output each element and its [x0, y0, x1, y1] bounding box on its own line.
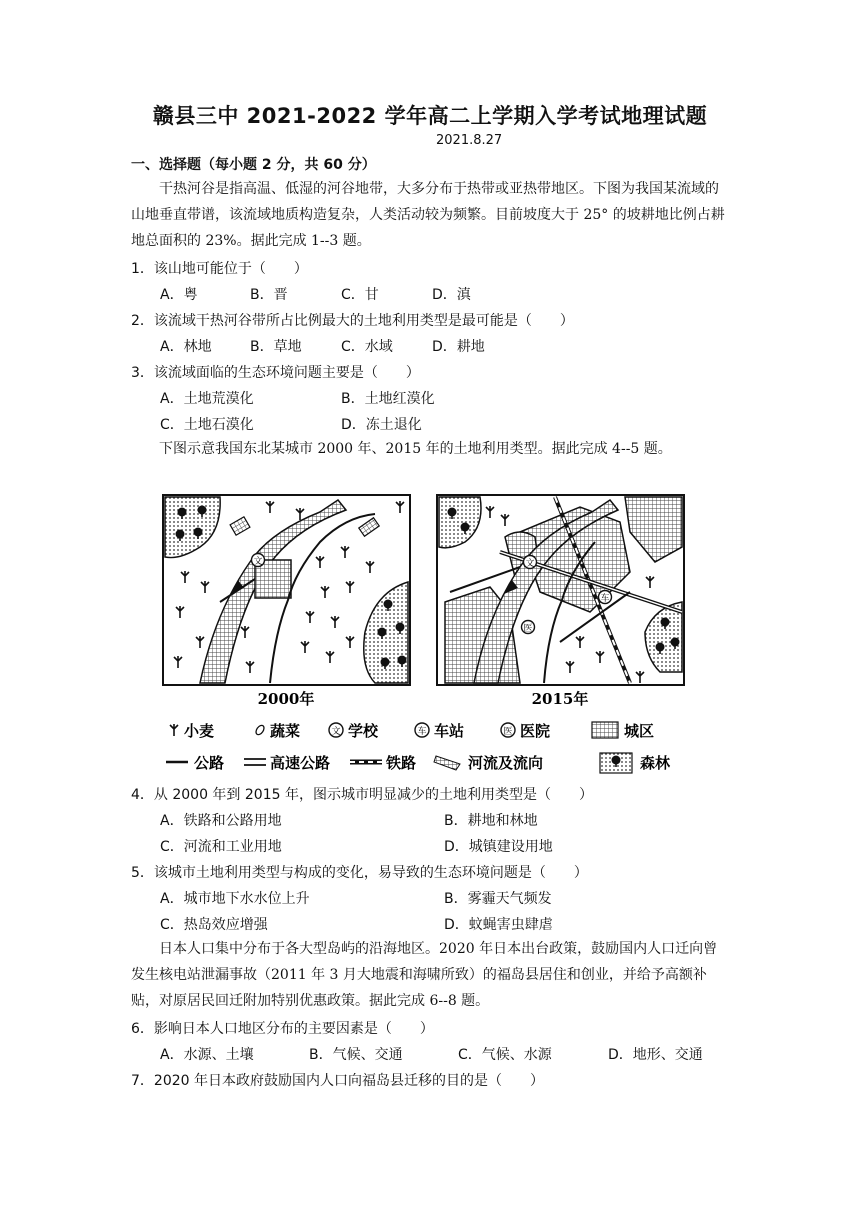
legend-road: 公路: [194, 754, 225, 772]
legend-railway: 铁路: [386, 754, 417, 772]
q5-option-c: C．热岛效应增强: [160, 917, 268, 933]
legend-station: 车站: [434, 722, 465, 740]
passage-2: 下图示意我国东北某城市 2000 年、2015 年的土地利用类型。据此完成 4--5 题。: [159, 441, 672, 457]
legend-station-icon: 车: [417, 727, 427, 737]
question-4-stem: 4．从 2000 年到 2015 年，图示城市明显减少的土地利用类型是（ ）: [131, 787, 593, 803]
legend-urban: 城区: [624, 722, 655, 740]
q3-option-d: D．冻土退化: [341, 417, 422, 433]
school-mark-2000: 文: [253, 557, 263, 567]
page-title: 赣县三中 2021-2022 学年高二上学期入学考试地理试题: [152, 104, 708, 128]
exam-date: 2021.8.27: [436, 133, 503, 148]
question-7-stem: 7．2020 年日本政府鼓励国内人口向福岛县迁移的目的是（ ）: [131, 1073, 544, 1089]
question-3-stem: 3．该流域面临的生态环境问题主要是（ ）: [131, 365, 420, 381]
legend-school: 学校: [348, 722, 379, 740]
question-1-stem: 1．该山地可能位于（ ）: [131, 261, 308, 277]
legend-hospital: 医院: [520, 722, 551, 740]
legend-vegetable: 蔬菜: [270, 722, 301, 740]
q6-option-d: D．地形、交通: [608, 1047, 703, 1063]
passage-1: 干热河谷是指高温、低湿的河谷地带，大多分布于热带或亚热带地区。下图为我国某流域的山地垂直带谱，该流域地质构造复杂，人类活动较为频繁。目前坡度大于 25° 的坡耕地比例占耕地总面积的 23%。据此完成 1--3 题。: [131, 181, 725, 249]
legend-highway: 高速公路: [270, 754, 331, 772]
q5-option-a: A．城市地下水水位上升: [160, 891, 310, 907]
q3-option-c: C．土地石漠化: [160, 417, 254, 433]
school-mark-2015: 文: [525, 559, 535, 569]
q1-option-a: A．粤: [160, 287, 198, 303]
q6-option-b: B．气候、交通: [309, 1047, 403, 1063]
q1-option-b: B．晋: [250, 287, 288, 303]
hospital-mark-2015: 医: [523, 624, 533, 634]
question-6-stem: 6．影响日本人口地区分布的主要因素是（ ）: [131, 1021, 434, 1037]
section-heading: 一、选择题（每小题 2 分，共 60 分）: [131, 157, 376, 173]
passage-3: 日本人口集中分布于各大型岛屿的沿海地区。2020 年日本出台政策，鼓励国内人口迁向曾发生核电站泄漏事故（2011 年 3 月大地震和海啸所致）的福岛县居住和创业，并给予高额补贴，对原居民回迁附加特别优惠政策。据此完成 6--8 题。: [131, 941, 718, 1009]
legend-forest: 森林: [640, 754, 671, 772]
q2-option-b: B．草地: [250, 339, 302, 355]
q4-option-c: C．河流和工业用地: [160, 839, 282, 855]
map-2015-label: 2015年: [531, 690, 589, 708]
legend: [166, 722, 671, 773]
q3-option-a: A．土地荒漠化: [160, 391, 254, 407]
q5-option-b: B．雾霾天气频发: [444, 891, 552, 907]
legend-wheat: 小麦: [184, 722, 215, 740]
legend-river: 河流及流向: [468, 754, 544, 772]
legend-hospital-icon: 医: [503, 727, 513, 737]
q2-option-a: A．林地: [160, 339, 212, 355]
legend-school-icon: 文: [331, 727, 341, 737]
q5-option-d: D．蚊蝇害虫肆虐: [444, 917, 553, 933]
q2-option-c: C．水域: [341, 339, 393, 355]
q6-option-c: C．气候、水源: [458, 1047, 552, 1063]
q3-option-b: B．土地红漠化: [341, 391, 435, 407]
q1-option-d: D．滇: [432, 287, 471, 303]
station-mark-2015: 车: [600, 594, 610, 604]
q2-option-d: D．耕地: [432, 339, 485, 355]
map-2000-label: 2000年: [257, 690, 315, 708]
question-5-stem: 5．该城市土地利用类型与构成的变化，易导致的生态环境问题是（ ）: [131, 865, 588, 881]
question-2-stem: 2．该流域干热河谷带所占比例最大的土地利用类型是最可能是（ ）: [131, 313, 574, 329]
q1-option-c: C．甘: [341, 287, 379, 303]
q4-option-b: B．耕地和林地: [444, 813, 538, 829]
map-2015: [437, 495, 684, 685]
map-2000: [163, 495, 410, 685]
land-use-figure: [160, 492, 700, 777]
q6-option-a: A．水源、土壤: [160, 1047, 254, 1063]
q4-option-a: A．铁路和公路用地: [160, 813, 282, 829]
q4-option-d: D．城镇建设用地: [444, 839, 553, 855]
